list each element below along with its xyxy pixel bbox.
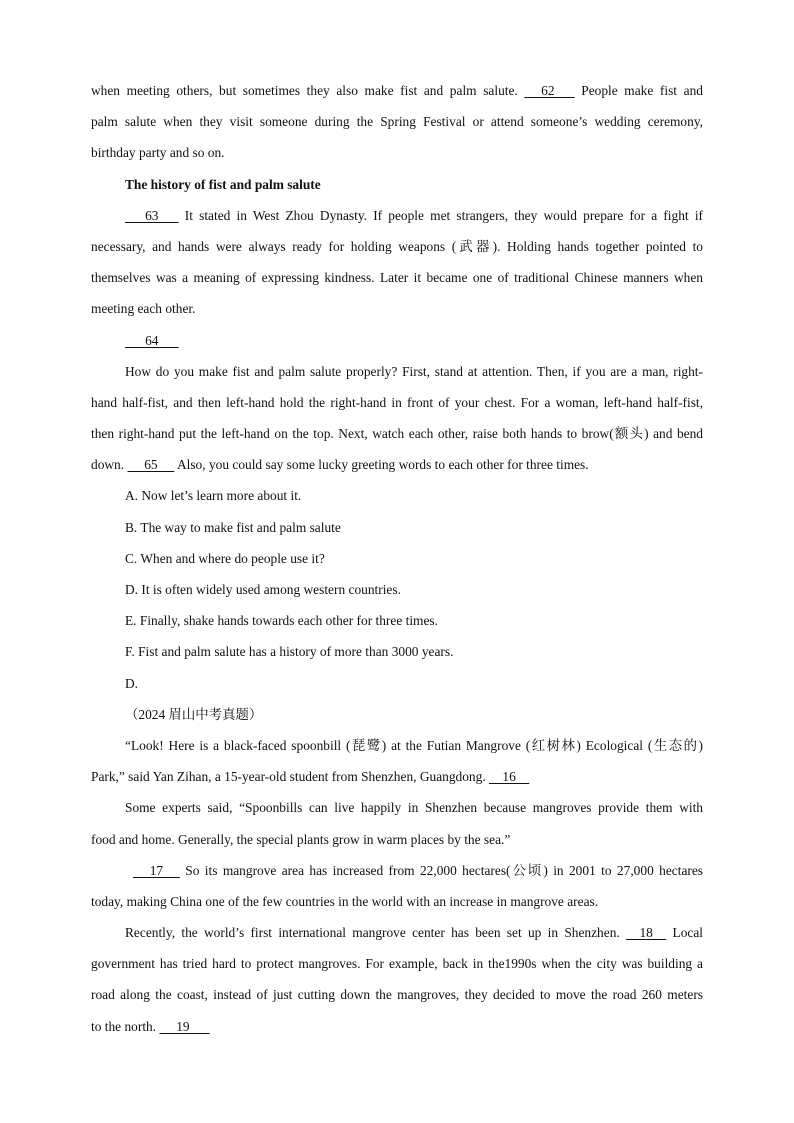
answer-blank-62[interactable]: 62 (524, 83, 575, 98)
paragraph-line: Some experts said, “Spoonbills can live happily in Shenzhen because mangroves provide them with (125, 800, 703, 816)
option-e: E. Finally, shake hands towards each other for three times. (125, 613, 438, 629)
option-c: C. When and where do people use it? (125, 550, 325, 566)
answer-line: D. (125, 675, 139, 691)
paragraph-line: themselves was a meaning of expressing kindness. Later it became one of traditional Chinese manners when (91, 270, 703, 286)
paragraph-line: Recently, the world’s first international mangrove center has been set up in Shenzhen. 18 Local (91, 920, 703, 951)
paragraph-line: birthday party and so on. (91, 145, 225, 161)
paragraph-line: palm salute when they visit someone during the Spring Festival or attend someone’s wedding ceremony, (91, 114, 703, 130)
answer-blank-64[interactable]: 64 (125, 332, 179, 348)
answer-blank-18[interactable]: 18 (626, 925, 667, 941)
paragraph-line: road along the coast, instead of just cutting down the mangroves, they decided to move the road 260 meters (91, 987, 703, 1003)
paragraph-line: necessary, and hands were always ready for holding weapons (武器). Holding hands together pointed to (91, 238, 703, 254)
paragraph-line: then right-hand put the left-hand on the top. Next, watch each other, raise both hands to brow(额头) and bend (91, 426, 703, 442)
paragraph-line: down. 65 Also, you could say some lucky greeting words to each other for three times. (91, 452, 703, 483)
paragraph-line: 63 It stated in West Zhou Dynasty. If people met strangers, they would prepare for a fight if (91, 203, 703, 234)
option-d: D. It is often widely used among western countries. (125, 582, 401, 597)
option-b: B. The way to make fist and palm salute (125, 519, 341, 535)
paragraph-line: government has tried hard to protect mangroves. For example, back in the1990s when the city was building a (91, 956, 703, 972)
section-heading: The history of fist and palm salute (125, 176, 321, 192)
paragraph-line: Park,” said Yan Zihan, a 15-year-old student from Shenzhen, Guangdong. 16 (91, 764, 703, 795)
answer-blank-65[interactable]: 65 (127, 457, 175, 473)
paragraph-line: to the north. 19 (91, 1014, 703, 1045)
paragraph-line: hand half-fist, and then left-hand hold the right-hand in front of your chest. For a woman, left-hand half-fist, (91, 394, 703, 410)
paragraph-line: food and home. Generally, the special plants grow in warm places by the sea.” (91, 831, 511, 847)
option-f: F. Fist and palm salute has a history of more than 3000 years. (125, 644, 454, 660)
paragraph-line (91, 328, 703, 359)
paragraph-line: “Look! Here is a black-faced spoonbill (琵鹭) at the Futian Mangrove (红树林) Ecological (生态的) (125, 737, 703, 753)
answer-blank-17[interactable]: 17 (133, 862, 180, 878)
paragraph-line: today, making China one of the few countries in the world with an increase in mangrove areas. (91, 893, 599, 909)
paragraph-line: 17 So its mangrove area has increased from 22,000 hectares(公顷) in 2001 to 27,000 hectares (91, 858, 703, 889)
source-label: （2024 眉山中考真题） (125, 706, 263, 722)
answer-blank-63[interactable]: 63 (125, 207, 179, 223)
document-page (91, 78, 703, 1045)
paragraph-line: meeting each other. (91, 301, 196, 317)
paragraph-line: How do you make fist and palm salute properly? First, stand at attention. Then, if you are a man, right- (125, 363, 703, 379)
option-a: A. Now let’s learn more about it. (125, 488, 302, 504)
answer-blank-19[interactable]: 19 (159, 1018, 210, 1034)
answer-blank-16[interactable]: 16 (489, 769, 530, 785)
paragraph-line: when meeting others, but sometimes they also make fist and palm salute. 62 People make fist and (91, 78, 703, 109)
